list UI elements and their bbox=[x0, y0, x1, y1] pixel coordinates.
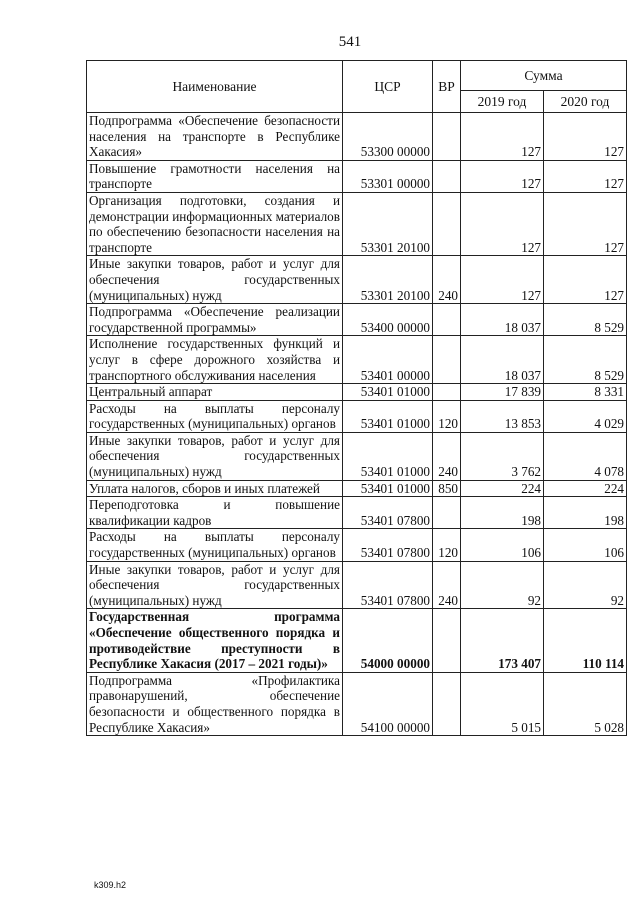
row-name-cell: Организация подготовки, создания и демонстрации информационных материалов по обеспечению безопасности населения на транспорте bbox=[87, 192, 343, 255]
row-2019-cell: 92 bbox=[461, 561, 544, 609]
row-name-cell: Иные закупки товаров, работ и услуг для обеспечения государственных (муниципальных) нужд bbox=[87, 561, 343, 609]
header-vr: ВР bbox=[433, 61, 461, 113]
row-2019-cell: 18 037 bbox=[461, 304, 544, 336]
row-name-cell: Исполнение государственных функций и услуг в сфере дорожного хозяйства и транспортного обслуживания населения bbox=[87, 336, 343, 384]
row-2019-cell: 3 762 bbox=[461, 432, 544, 480]
header-name: Наименование bbox=[87, 61, 343, 113]
row-csr-cell: 53401 01000 bbox=[343, 432, 433, 480]
row-name-cell: Государственная программа «Обеспечение общественного порядка и противодействие преступности в Республике Хакасия (2017 – 2021 годы)» bbox=[87, 609, 343, 672]
row-name-cell: Расходы на выплаты персоналу государственных (муниципальных) органов bbox=[87, 400, 343, 432]
row-csr-cell: 54100 00000 bbox=[343, 672, 433, 735]
row-name-cell: Расходы на выплаты персоналу государственных (муниципальных) органов bbox=[87, 529, 343, 561]
row-2020-cell: 198 bbox=[544, 497, 627, 529]
row-2019-cell: 17 839 bbox=[461, 384, 544, 401]
table-row bbox=[87, 609, 627, 672]
row-csr-cell: 53401 01000 bbox=[343, 480, 433, 497]
row-name-cell: Подпрограмма «Обеспечение реализации государственной программы» bbox=[87, 304, 343, 336]
row-csr-cell: 53301 20100 bbox=[343, 192, 433, 255]
table-row bbox=[87, 400, 627, 432]
row-csr-cell: 53300 00000 bbox=[343, 113, 433, 161]
table-row bbox=[87, 160, 627, 192]
row-csr-cell: 53401 01000 bbox=[343, 384, 433, 401]
row-2019-cell: 13 853 bbox=[461, 400, 544, 432]
row-name-cell: Повышение грамотности населения на транспорте bbox=[87, 160, 343, 192]
row-2020-cell: 224 bbox=[544, 480, 627, 497]
row-vr-cell: 120 bbox=[433, 529, 461, 561]
row-2019-cell: 106 bbox=[461, 529, 544, 561]
row-2020-cell: 106 bbox=[544, 529, 627, 561]
row-csr-cell: 53401 07800 bbox=[343, 497, 433, 529]
table-row bbox=[87, 113, 627, 161]
row-name-cell: Переподготовка и повышение квалификации кадров bbox=[87, 497, 343, 529]
row-2019-cell: 198 bbox=[461, 497, 544, 529]
row-name-cell: Иные закупки товаров, работ и услуг для обеспечения государственных (муниципальных) нужд bbox=[87, 256, 343, 304]
row-name-cell: Иные закупки товаров, работ и услуг для обеспечения государственных (муниципальных) нужд bbox=[87, 432, 343, 480]
row-csr-cell: 53401 01000 bbox=[343, 400, 433, 432]
row-name-cell: Подпрограмма «Обеспечение безопасности населения на транспорте в Республике Хакасия» bbox=[87, 113, 343, 161]
row-vr-cell bbox=[433, 384, 461, 401]
row-2020-cell: 4 078 bbox=[544, 432, 627, 480]
table-row bbox=[87, 561, 627, 609]
footer-code: k309.h2 bbox=[94, 880, 127, 890]
row-2020-cell: 127 bbox=[544, 256, 627, 304]
table-header bbox=[87, 61, 627, 113]
row-2019-cell: 127 bbox=[461, 113, 544, 161]
table-row bbox=[87, 336, 627, 384]
row-2020-cell: 127 bbox=[544, 160, 627, 192]
table-row bbox=[87, 432, 627, 480]
row-2019-cell: 127 bbox=[461, 192, 544, 255]
row-vr-cell bbox=[433, 497, 461, 529]
header-csr: ЦСР bbox=[343, 61, 433, 113]
row-csr-cell: 53401 00000 bbox=[343, 336, 433, 384]
row-2019-cell: 127 bbox=[461, 160, 544, 192]
row-2019-cell: 18 037 bbox=[461, 336, 544, 384]
row-2020-cell: 8 529 bbox=[544, 336, 627, 384]
table-row bbox=[87, 497, 627, 529]
row-csr-cell: 53401 07800 bbox=[343, 529, 433, 561]
row-csr-cell: 54000 00000 bbox=[343, 609, 433, 672]
budget-table bbox=[86, 60, 627, 736]
row-2020-cell: 4 029 bbox=[544, 400, 627, 432]
table-row bbox=[87, 672, 627, 735]
table-row bbox=[87, 192, 627, 255]
row-csr-cell: 53301 00000 bbox=[343, 160, 433, 192]
row-2020-cell: 110 114 bbox=[544, 609, 627, 672]
row-vr-cell: 240 bbox=[433, 561, 461, 609]
table-body bbox=[87, 113, 627, 736]
row-2019-cell: 173 407 bbox=[461, 609, 544, 672]
row-2020-cell: 127 bbox=[544, 113, 627, 161]
table-row bbox=[87, 256, 627, 304]
row-vr-cell: 850 bbox=[433, 480, 461, 497]
row-2019-cell: 224 bbox=[461, 480, 544, 497]
row-vr-cell: 120 bbox=[433, 400, 461, 432]
row-2019-cell: 127 bbox=[461, 256, 544, 304]
row-vr-cell: 240 bbox=[433, 256, 461, 304]
row-name-cell: Подпрограмма «Профилактика правонарушений, обеспечение безопасности и общественного порядка в Республике Хакасия» bbox=[87, 672, 343, 735]
page-number: 541 bbox=[338, 34, 362, 50]
row-vr-cell bbox=[433, 160, 461, 192]
row-2020-cell: 8 529 bbox=[544, 304, 627, 336]
row-vr-cell bbox=[433, 672, 461, 735]
row-vr-cell bbox=[433, 113, 461, 161]
table-row bbox=[87, 304, 627, 336]
header-sum: Сумма bbox=[461, 61, 627, 91]
row-2020-cell: 127 bbox=[544, 192, 627, 255]
row-vr-cell bbox=[433, 192, 461, 255]
header-year-2019: 2019 год bbox=[461, 91, 544, 113]
table-row bbox=[87, 529, 627, 561]
row-2020-cell: 5 028 bbox=[544, 672, 627, 735]
row-vr-cell: 240 bbox=[433, 432, 461, 480]
row-csr-cell: 53400 00000 bbox=[343, 304, 433, 336]
row-2019-cell: 5 015 bbox=[461, 672, 544, 735]
row-name-cell: Центральный аппарат bbox=[87, 384, 343, 401]
row-2020-cell: 8 331 bbox=[544, 384, 627, 401]
row-vr-cell bbox=[433, 304, 461, 336]
row-name-cell: Уплата налогов, сборов и иных платежей bbox=[87, 480, 343, 497]
header-year-2020: 2020 год bbox=[544, 91, 627, 113]
row-vr-cell bbox=[433, 336, 461, 384]
table-row bbox=[87, 480, 627, 497]
row-csr-cell: 53401 07800 bbox=[343, 561, 433, 609]
row-2020-cell: 92 bbox=[544, 561, 627, 609]
row-vr-cell bbox=[433, 609, 461, 672]
table-row bbox=[87, 384, 627, 401]
row-csr-cell: 53301 20100 bbox=[343, 256, 433, 304]
